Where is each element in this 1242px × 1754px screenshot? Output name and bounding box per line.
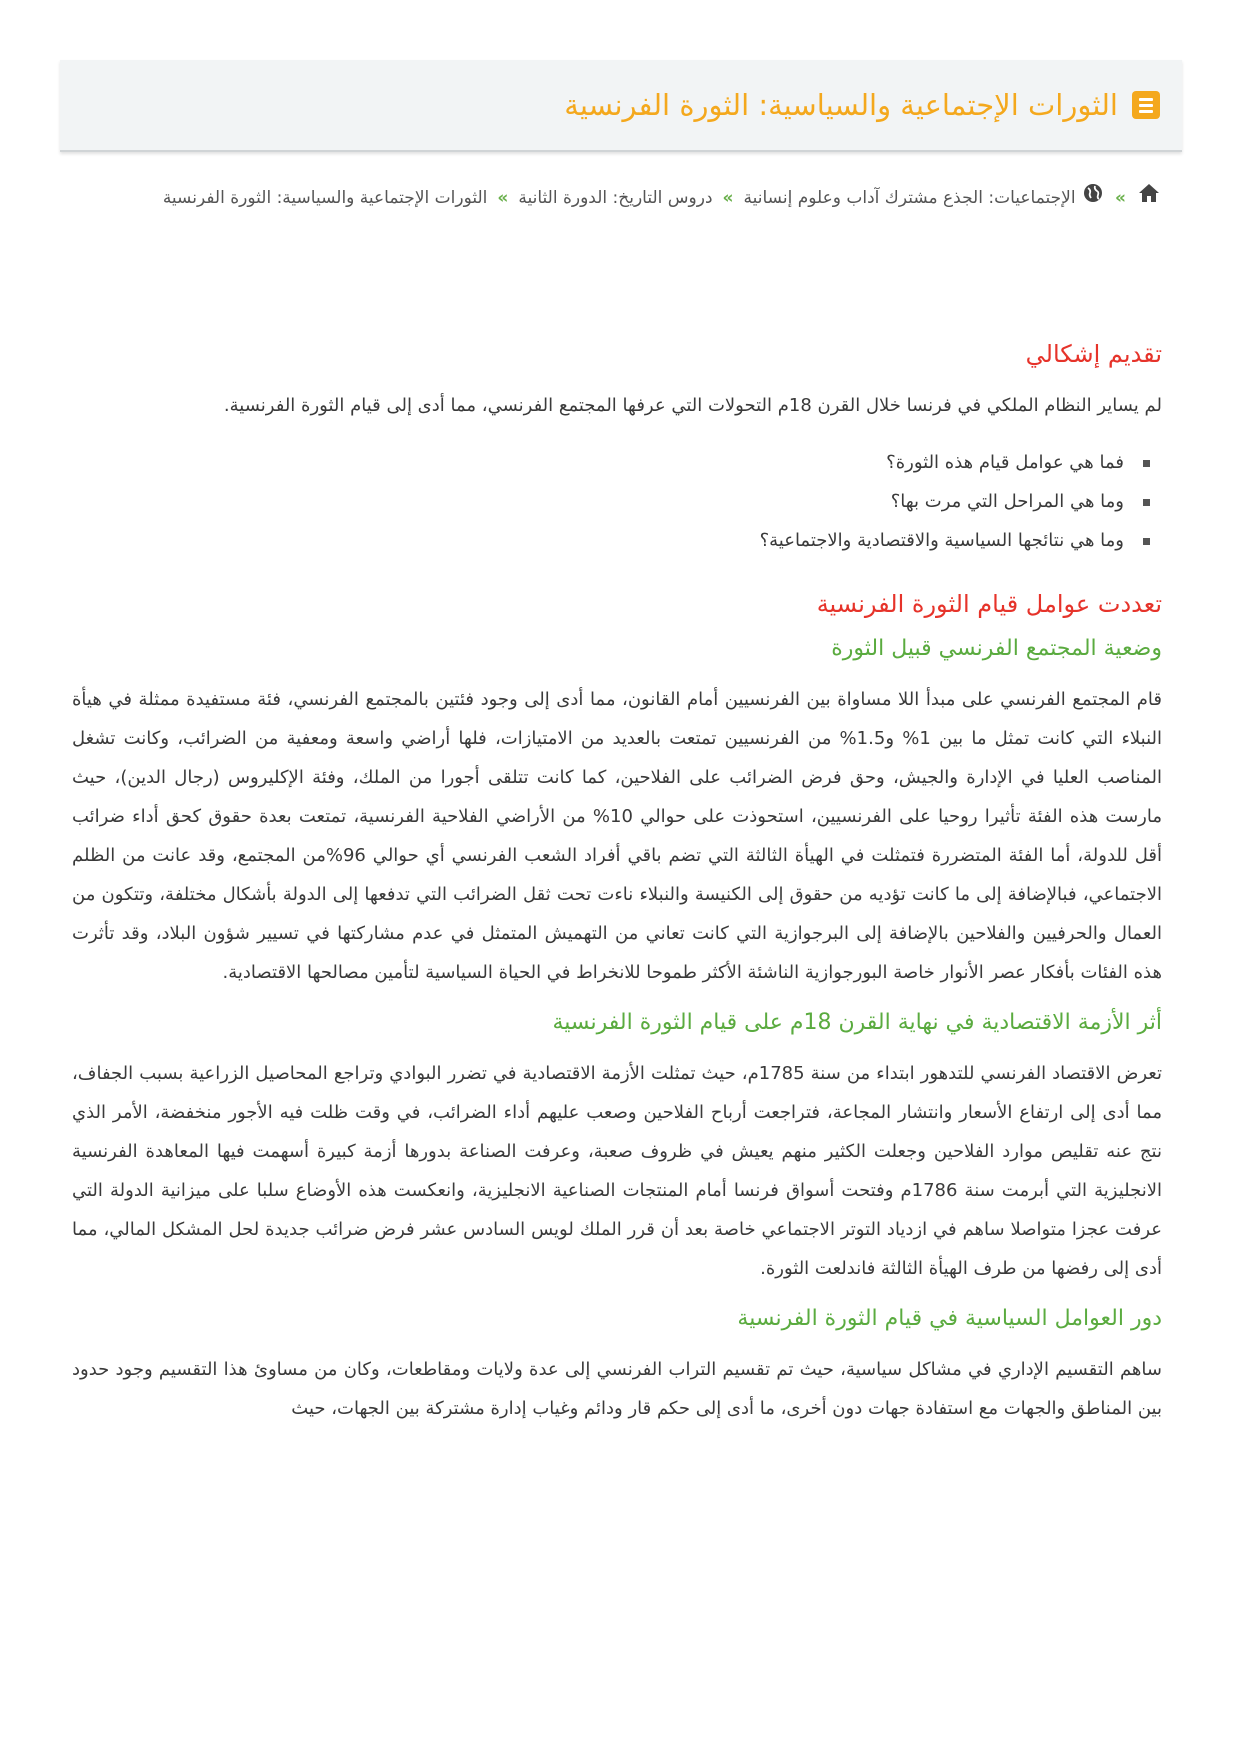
title-bar [60, 60, 1182, 152]
breadcrumb-link-2[interactable]: دروس التاريخ: الدورة الثانية [518, 188, 713, 208]
breadcrumb-separator: » [1115, 188, 1126, 208]
intro-paragraph: لم يساير النظام الملكي في فرنسا خلال القرن 18م التحولات التي عرفها المجتمع الفرنسي، مما أدى إلى قيام الثورة الفرنسية. [223, 395, 1162, 416]
subheading-economy: أثر الأزمة الاقتصادية في نهاية القرن 18م على قيام الثورة الفرنسية [552, 1010, 1162, 1035]
list-item: وما هي نتائجها السياسية والاقتصادية والاجتماعية؟ [72, 521, 1152, 560]
page-title: الثورات الإجتماعية والسياسية: الثورة الفرنسية [564, 88, 1118, 122]
document-list-icon [1132, 91, 1160, 119]
breadcrumb-current: الثورات الإجتماعية والسياسية: الثورة الفرنسية [162, 188, 488, 208]
article-content [72, 336, 1162, 1428]
subheading-politics: دور العوامل السياسية في قيام الثورة الفرنسية [737, 1306, 1162, 1331]
list-item: فما هي عوامل قيام هذه الثورة؟ [72, 443, 1152, 482]
society-paragraph: قام المجتمع الفرنسي على مبدأ اللا مساواة بين الفرنسيين أمام القانون، مما أدى إلى وجود فئتين بالمجتمع الفرنسي، فئة مستفيدة ممثلة في هيأة النبلاء التي كانت تمثل ما بين 1% و1.5% من الفرنسيين تمتعت بالعديد من الامتيازات، فلها أراضي واسعة ومعفية من الضرائب، وكانت تشغل المناصب العليا في الإدارة والجيش، وحق فرض الضرائب على الفلاحين، كما كانت تتلقى أجورا من الملك، وفئة الإكليروس (رجال الدين)، حيث مارست هذه الفئة تأثيرا روحيا على الفرنسيين، استحوذت على حوالي 10% من الأراضي الفلاحية الفرنسية، تمتعت بعدة حقوق كحق أداء ضرائب أقل للدولة، أما الفئة المتضررة فتمثلت في الهيأة الثالثة التي تضم باقي أفراد الشعب الفرنسي أي حوالي 96%من المجتمع، وقد عانت من الظلم الاجتماعي، فبالإضافة إلى ما كانت تؤديه من حقوق إلى الكنيسة والنبلاء ناءت تحت ثقل الضرائب التي تدفعها إلى الدولة بأشكال مختلفة، وتتكون من العمال والحرفيين والفلاحين بالإضافة إلى البرجوازية التي كانت تعاني من التهميش المتمثل في عدم مشاركتها في تسيير شؤون البلاد، وقد تأثرت هذه الفئات بأفكار عصر الأنوار خاصة البورجوازية الناشئة الأكثر طموحا للانخراط في الحياة السياسية لتأمين مصالحها الاقتصادية. [72, 689, 1163, 983]
breadcrumb [152, 176, 1162, 220]
subheading-society: وضعية المجتمع الفرنسي قبيل الثورة [831, 636, 1162, 661]
breadcrumb-separator: » [497, 188, 509, 208]
list-item: وما هي المراحل التي مرت بها؟ [72, 482, 1152, 521]
section-heading-intro: تقديم إشكالي [1025, 340, 1162, 368]
politics-paragraph: ساهم التقسيم الإداري في مشاكل سياسية، حيث تم تقسيم التراب الفرنسي إلى عدة ولايات ومقاطعات، وكان من مساوئ هذا التقسيم وجود حدود بين المناطق والجهات مع استفادة جهات دون أخرى، ما أدى إلى حكم قار ودائم وغياب إدارة مشتركة بين الجهات، حيث [72, 1359, 1162, 1419]
breadcrumb-link-1[interactable]: الإجتماعيات: الجذع مشترك آداب وعلوم إنسانية [743, 188, 1076, 208]
economy-paragraph: تعرض الاقتصاد الفرنسي للتدهور ابتداء من سنة 1785م، حيث تمثلت الأزمة الاقتصادية في تضرر البوادي وتراجع المحاصيل الزراعية بسبب الجفاف، مما أدى إلى ارتفاع الأسعار وانتشار المجاعة، فتراجعت أرباح الفلاحين وصعب عليهم أداء الضرائب، في وقت ظلت فيه الأجور منخفضة، الأمر الذي نتج عنه تقليص موارد الفلاحين وجعلت الكثير منهم يعيش في ظروف صعبة، وعرفت الصناعة بدورها أزمة كبيرة أسهمت فيها المعاهدة الفرنسية الانجليزية التي أبرمت سنة 1786م وفتحت أسواق فرنسا أمام المنتجات الصناعية الانجليزية، وانعكست هذه الأوضاع سلبا على ميزانية الدولة التي عرفت عجزا متواصلا ساهم في ازدياد التوتر الاجتماعي خاصة بعد أن قرر الملك لويس السادس عشر فرض ضرائب جديدة لحل المشكل المالي، مما أدى إلى رفضها من طرف الهيأة الثالثة فاندلعت الثورة. [72, 1063, 1162, 1279]
globe-icon [1083, 176, 1103, 220]
questions-list [72, 443, 1162, 560]
home-icon[interactable] [1138, 176, 1160, 220]
breadcrumb-separator: » [722, 188, 734, 208]
section-heading-factors: تعددت عوامل قيام الثورة الفرنسية [816, 590, 1162, 618]
